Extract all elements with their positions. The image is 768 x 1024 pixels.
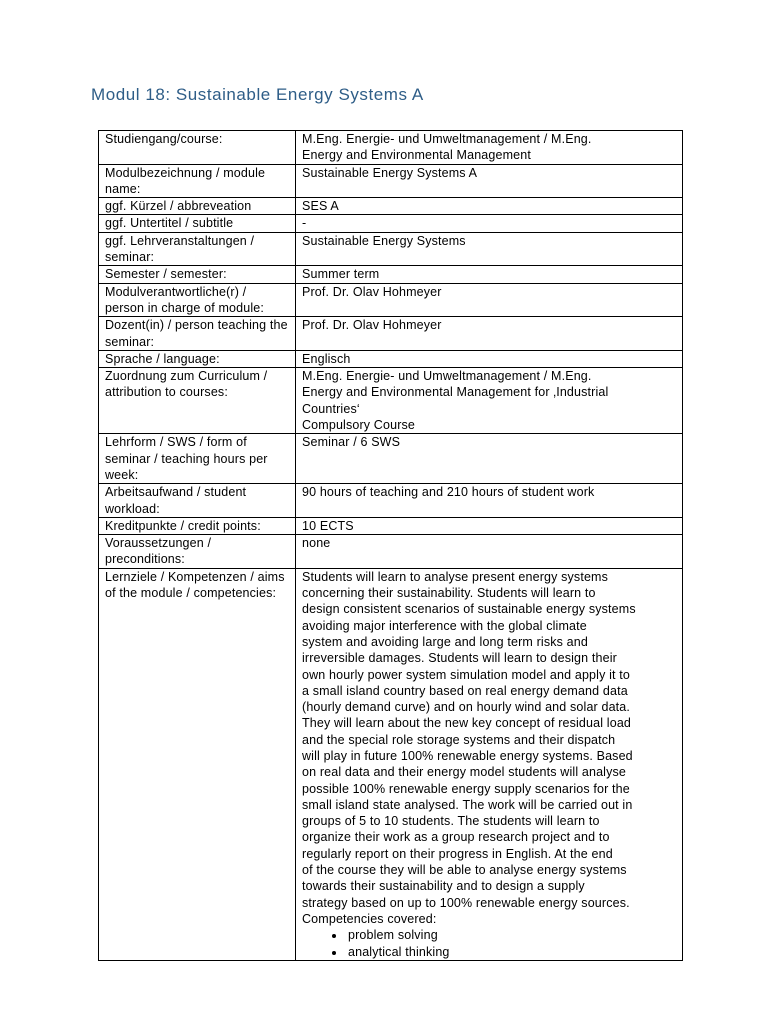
label-subtitle: ggf. Untertitel / subtitle: [99, 215, 296, 232]
table-row-credit-points: [99, 517, 683, 534]
value-line: Compulsory Course: [302, 418, 416, 433]
table-row-aims: [99, 568, 683, 960]
value-line: towards their sustainability and to design a supply: [302, 879, 585, 894]
module-description-table: [98, 130, 683, 961]
label-teacher: Dozent(in) / person teaching the seminar:: [99, 317, 296, 351]
table-row-curriculum: [99, 368, 683, 434]
value-line: Sustainable Energy Systems: [302, 233, 466, 248]
value-line: M.Eng. Energie- und Umweltmanagement / M.Eng.: [302, 132, 592, 146]
table-row-module-name: [99, 164, 683, 198]
label-curriculum: Zuordnung zum Curriculum / attribution to courses:: [99, 368, 296, 434]
value-line: will play in future 100% renewable energy systems. Based: [302, 748, 633, 763]
label-aims: Lernziele / Kompetenzen / aims of the module / competencies:: [99, 568, 296, 960]
table-row-semester: [99, 266, 683, 283]
value-line: avoiding major interference with the global climate: [302, 618, 587, 633]
value-aims: [296, 568, 683, 960]
table-row-course: [99, 131, 683, 165]
label-credit-points: Kreditpunkte / credit points:: [99, 517, 296, 534]
table-row-language: [99, 350, 683, 367]
table-row-teaching-form: [99, 434, 683, 484]
label-person-in-charge: Modulverantwortliche(r) / person in charge of module:: [99, 283, 296, 317]
value-line: Sustainable Energy Systems A: [302, 165, 478, 180]
value-line: Students will learn to analyse present energy systems: [302, 569, 609, 584]
label-semester: Semester / semester:: [99, 266, 296, 283]
value-line: Countries‘: [302, 401, 360, 416]
value-semester: [296, 266, 683, 283]
label-abbreviation: ggf. Kürzel / abbreveation: [99, 198, 296, 215]
value-language: [296, 350, 683, 367]
table-row-workload: [99, 484, 683, 518]
value-preconditions: [296, 535, 683, 569]
value-line: own hourly power system simulation model and apply it to: [302, 667, 630, 682]
table-row-subtitle: [99, 215, 683, 232]
value-subtitle: [296, 215, 683, 232]
value-line: of the course they will be able to analyse energy systems: [302, 863, 627, 878]
table-row-preconditions: [99, 535, 683, 569]
value-line: Summer term: [302, 267, 380, 282]
value-line: Energy and Environmental Management for ‚Industrial: [302, 385, 609, 400]
value-line: M.Eng. Energie- und Umweltmanagement / M.Eng.: [302, 369, 592, 384]
value-line: and the special role storage systems and their dispatch: [302, 732, 616, 747]
value-teaching-form: [296, 434, 683, 484]
value-line: design consistent scenarios of sustainable energy systems: [302, 602, 636, 617]
label-preconditions: Voraussetzungen / preconditions:: [99, 535, 296, 569]
page-title: Modul 18: Sustainable Energy Systems A: [91, 85, 424, 104]
value-line: on real data and their energy model students will analyse: [302, 765, 627, 780]
value-module-name: [296, 164, 683, 198]
value-line: system and avoiding large and long term risks and: [302, 634, 588, 649]
value-seminar: [296, 232, 683, 266]
table-row-seminar: [99, 232, 683, 266]
value-line: possible 100% renewable energy supply scenarios for the: [302, 781, 630, 796]
value-line: They will learn about the new key concept of residual load: [302, 716, 632, 731]
value-credit-points: [296, 517, 683, 534]
label-teaching-form: Lehrform / SWS / form of seminar / teaching hours per week:: [99, 434, 296, 484]
value-line: regularly report on their progress in English. At the end: [302, 846, 613, 861]
value-course: [296, 131, 683, 165]
value-line: concerning their sustainability. Students will learn to: [302, 586, 596, 601]
list-item: • analytical thinking: [346, 944, 676, 960]
value-line: Energy and Environmental Management: [302, 148, 531, 163]
value-line: irreversible damages. Students will learn to design their: [302, 651, 617, 666]
label-seminar: ggf. Lehrveranstaltungen / seminar:: [99, 232, 296, 266]
value-line: Prof. Dr. Olav Hohmeyer: [302, 284, 442, 299]
value-curriculum: [296, 368, 683, 434]
table-row-person-in-charge: [99, 283, 683, 317]
value-line: organize their work as a group research project and to: [302, 830, 610, 845]
value-line: Competencies covered:: [302, 911, 437, 926]
label-workload: Arbeitsaufwand / student workload:: [99, 484, 296, 518]
value-line: (hourly demand curve) and on hourly wind and solar data.: [302, 700, 631, 715]
label-course: Studiengang/course:: [99, 131, 296, 165]
label-language: Sprache / language:: [99, 350, 296, 367]
table-row-teacher: [99, 317, 683, 351]
value-line: small island state analysed. The work will be carried out in: [302, 797, 633, 812]
value-workload: [296, 484, 683, 518]
value-line: a small island country based on real energy demand data: [302, 683, 628, 698]
value-line: SES A: [302, 199, 339, 214]
table-row-abbreviation: [99, 198, 683, 215]
value-teacher: [296, 317, 683, 351]
value-line: groups of 5 to 10 students. The students will learn to: [302, 814, 600, 829]
value-line: strategy based on up to 100% renewable energy sources.: [302, 895, 630, 910]
value-line: Seminar / 6 SWS: [302, 435, 401, 450]
value-line: Englisch: [302, 351, 351, 366]
competencies-list: [302, 927, 676, 960]
value-person-in-charge: [296, 283, 683, 317]
value-line: 10 ECTS: [302, 518, 354, 533]
value-line: -: [302, 216, 307, 231]
value-abbreviation: [296, 198, 683, 215]
list-item: • problem solving: [346, 927, 676, 943]
value-line: Prof. Dr. Olav Hohmeyer: [302, 318, 442, 333]
label-module-name: Modulbezeichnung / module name:: [99, 164, 296, 198]
value-line: none: [302, 536, 331, 551]
value-line: 90 hours of teaching and 210 hours of student work: [302, 485, 595, 500]
